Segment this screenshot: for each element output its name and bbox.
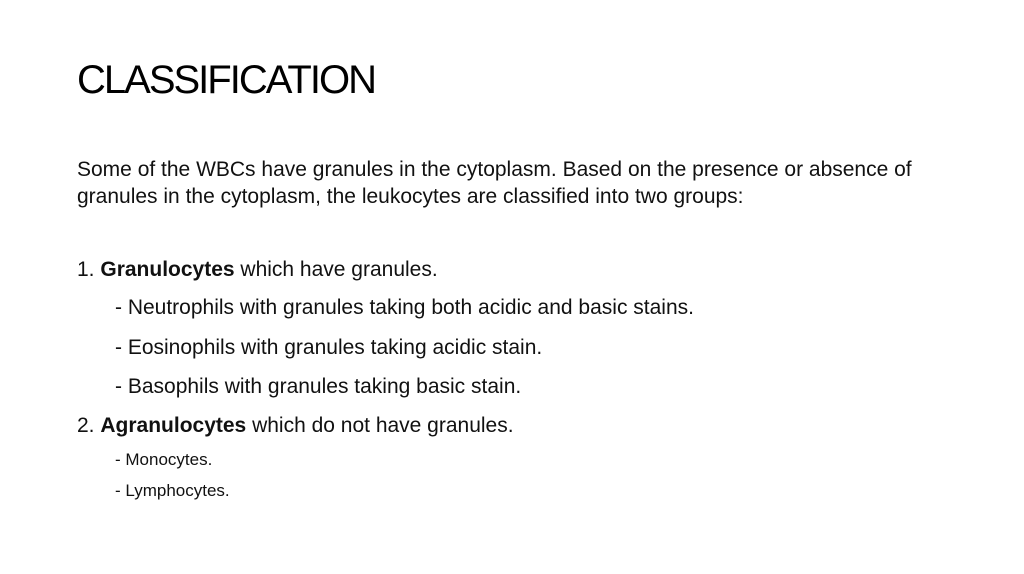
agranulocytes-term: Agranulocytes — [100, 414, 247, 437]
list-item-neutrophils: - Neutrophils with granules taking both acidic and basic stains. — [115, 296, 694, 319]
group-description: which do not have granules. — [246, 414, 514, 437]
list-item-lymphocytes: - Lymphocytes. — [115, 481, 230, 500]
group-description: which have granules. — [234, 258, 438, 281]
group-agranulocytes — [77, 412, 514, 439]
list-item-monocytes: - Monocytes. — [115, 450, 213, 469]
group-number: 2. — [77, 414, 101, 437]
list-item-basophils: - Basophils with granules taking basic stain. — [115, 375, 522, 398]
group-granulocytes — [77, 256, 438, 283]
group-number: 1. — [77, 258, 101, 281]
slide-title: CLASSIFICATION — [77, 58, 375, 102]
granulocytes-term: Granulocytes — [100, 258, 235, 281]
list-item-eosinophils: - Eosinophils with granules taking acidic stain. — [115, 336, 543, 359]
intro-paragraph: Some of the WBCs have granules in the cytoplasm. Based on the presence or absence of granules in the cytoplasm, the leukocytes are classified into two groups: — [77, 158, 912, 209]
